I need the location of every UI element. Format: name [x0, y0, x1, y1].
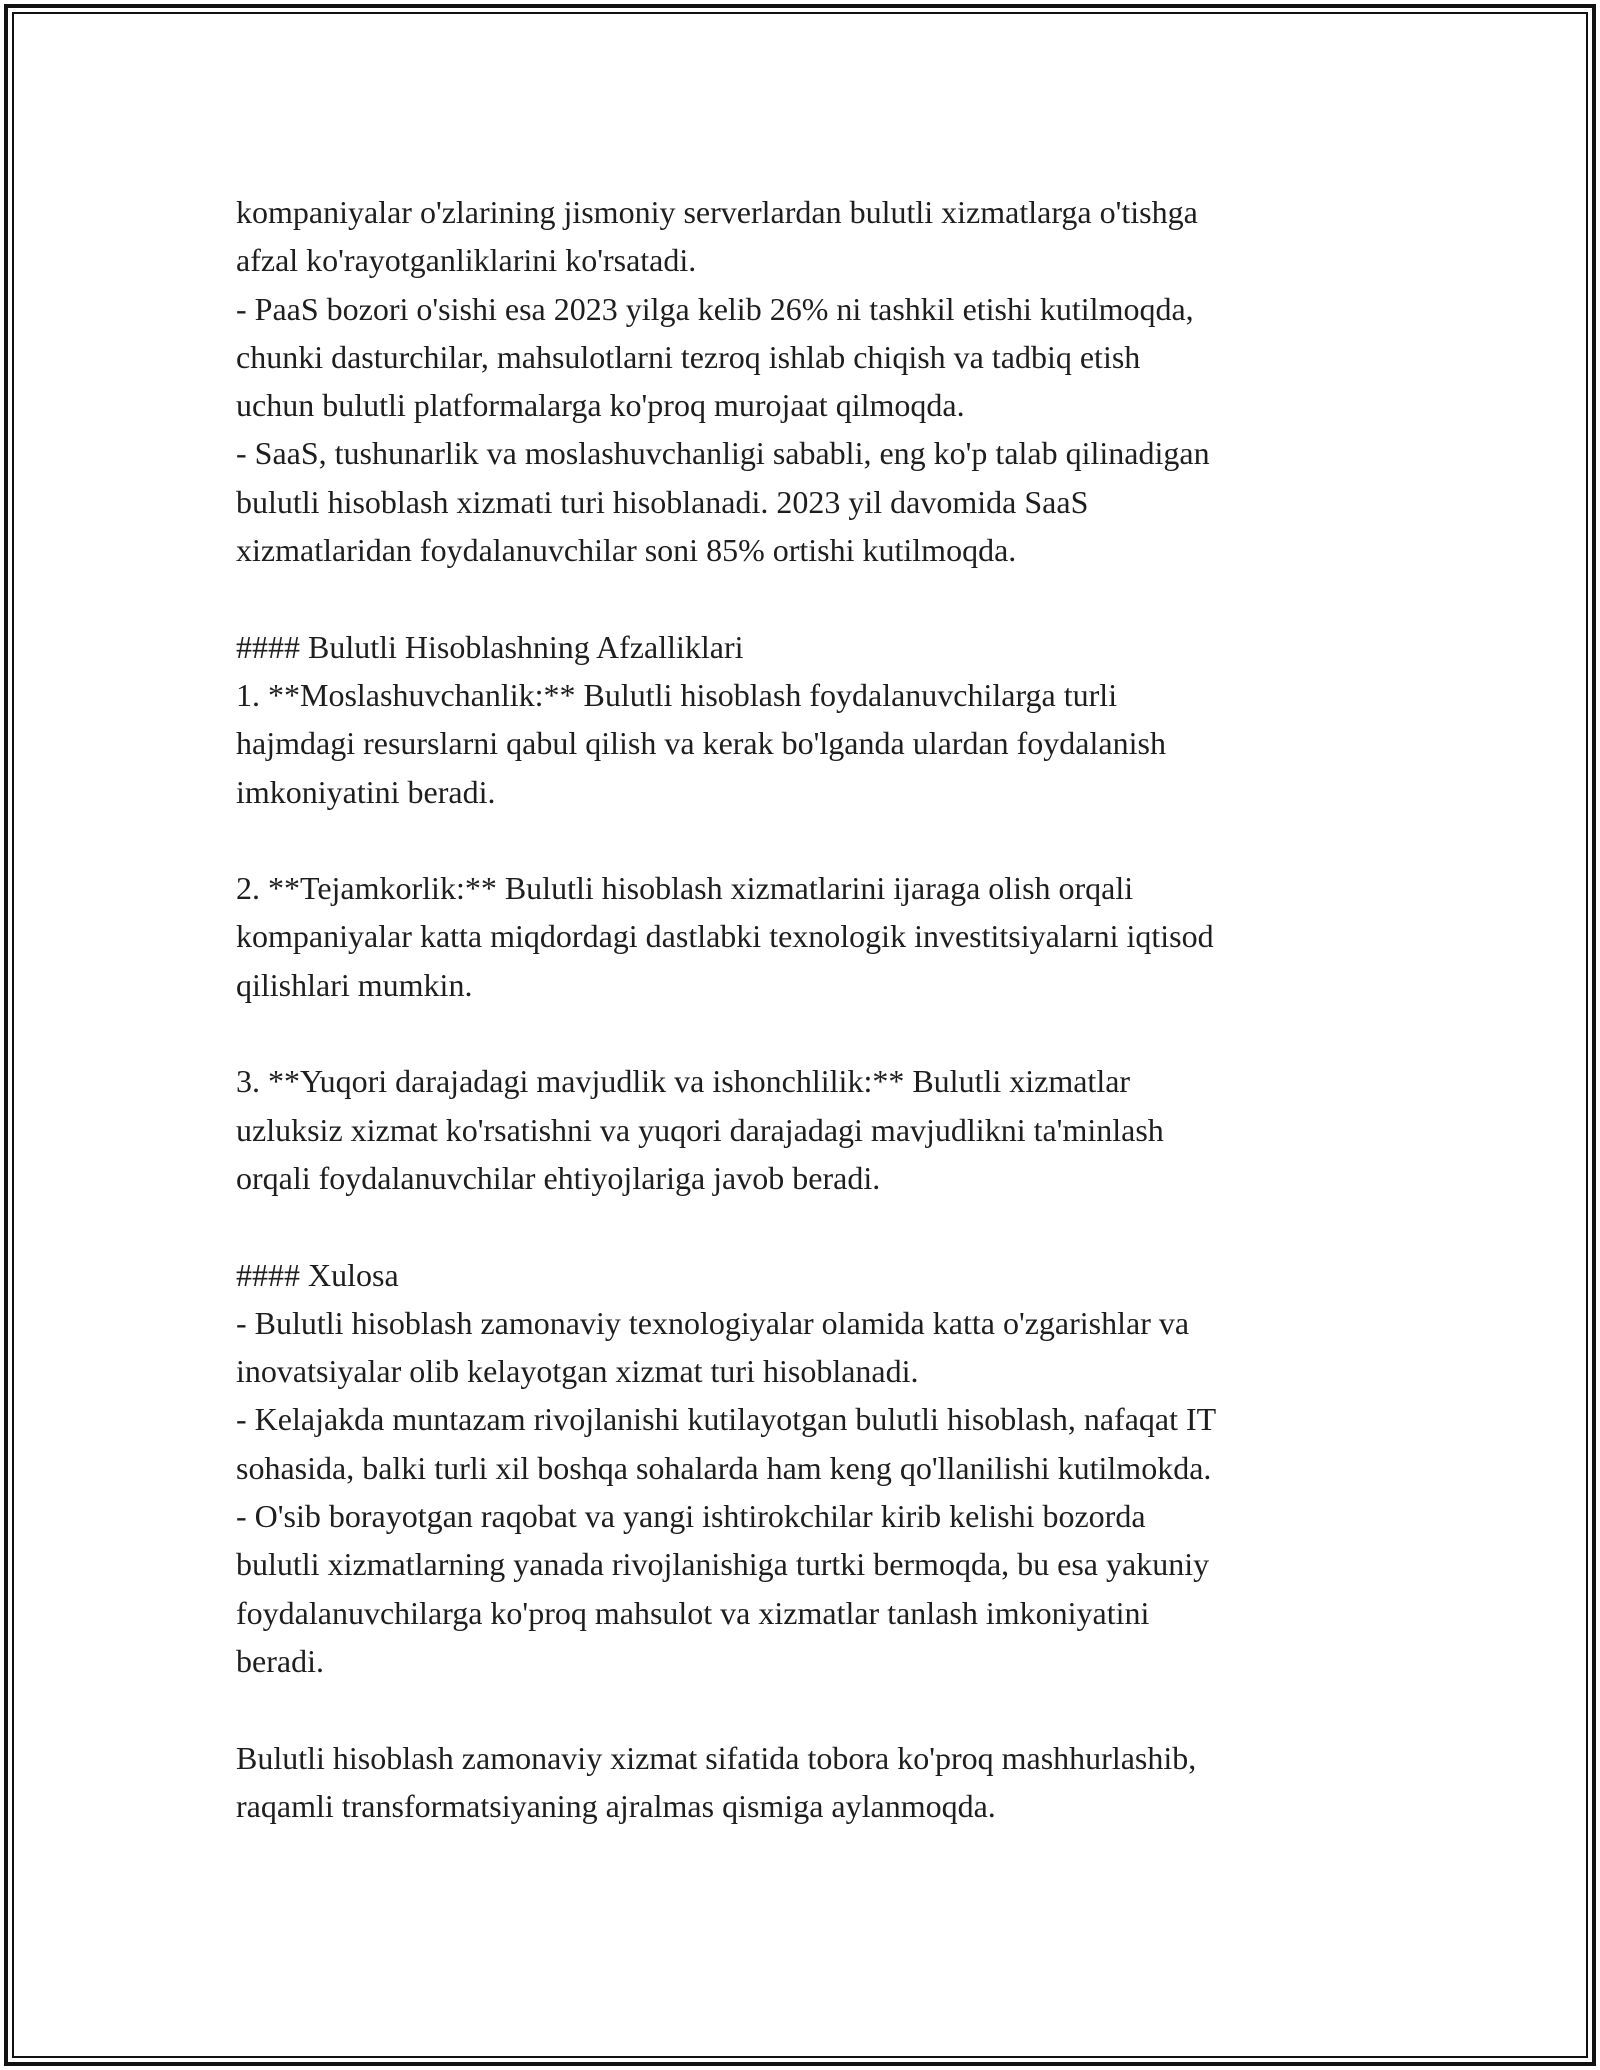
text-line: - Bulutli hisoblash zamonaviy texnologiyalar olamida katta o'zgarishlar va — [236, 1304, 1190, 1341]
text-line: qilishlari mumkin. — [236, 966, 473, 1003]
paas-bullet — [236, 285, 1366, 430]
text-line: - O'sib borayotgan raqobat va yangi ishtirokchilar kirib kelishi bozorda — [236, 1498, 1146, 1535]
text-line: beradi. — [236, 1642, 324, 1679]
text-line: 3. **Yuqori darajadagi mavjudlik va ishonchlilik:** Bulutli xizmatlar — [236, 1063, 1131, 1100]
text-line: raqamli transformatsiyaning ajralmas qismiga aylanmoqda. — [236, 1787, 996, 1824]
text-line: inovatsiyalar olib kelayotgan xizmat turi hisoblanadi. — [236, 1353, 919, 1390]
intro-paragraph — [236, 188, 1366, 285]
spacer — [236, 1202, 1366, 1250]
text-line: foydalanuvchilarga ko'proq mahsulot va xizmatlar tanlash imkoniyatini — [236, 1594, 1150, 1631]
xulosa-bullet-1 — [236, 1299, 1366, 1396]
text-line: kompaniyalar o'zlarining jismoniy serverlardan bulutli xizmatlarga o'tishga — [236, 194, 1198, 230]
text-line: 2. **Tejamkorlik:** Bulutli hisoblash xizmatlarini ijaraga olish orqali — [236, 870, 1134, 907]
section-heading-afzalliklar: #### Bulutli Hisoblashning Afzalliklari — [236, 628, 744, 665]
saas-bullet — [236, 429, 1366, 574]
text-line: sohasida, balki turli xil boshqa sohalarda ham keng qo'llanilishi kutilmokda. — [236, 1449, 1212, 1486]
text-line: Bulutli hisoblash zamonaviy xizmat sifatida tobora ko'proq mashhurlashib, — [236, 1739, 1197, 1776]
document-body — [236, 188, 1366, 1830]
xulosa-bullet-3 — [236, 1492, 1366, 1685]
text-line: - SaaS, tushunarlik va moslashuvchanligi sababli, eng ko'p talab qilinadigan — [236, 435, 1210, 472]
list-item-1 — [236, 671, 1366, 816]
list-item-3 — [236, 1057, 1366, 1202]
text-line: imkoniyatini beradi. — [236, 773, 496, 810]
text-line: orqali foydalanuvchilar ehtiyojlariga javob beradi. — [236, 1159, 881, 1196]
text-line: uchun bulutli platformalarga ko'proq murojaat qilmoqda. — [236, 387, 965, 424]
text-line: bulutli hisoblash xizmati turi hisoblanadi. 2023 yil davomida SaaS — [236, 483, 1089, 520]
text-line: kompaniyalar katta miqdordagi dastlabki texnologik investitsiyalarni iqtisod — [236, 918, 1214, 955]
text-line: chunki dasturchilar, mahsulotlarni tezroq ishlab chiqish va tadbiq etish — [236, 338, 1141, 375]
text-line: hajmdagi resurslarni qabul qilish va kerak bo'lganda ulardan foydalanish — [236, 725, 1166, 762]
text-line: afzal ko'rayotganliklarini ko'rsatadi. — [236, 242, 697, 279]
section-heading-xulosa: #### Xulosa — [236, 1256, 399, 1293]
closing-paragraph — [236, 1734, 1366, 1831]
text-line: bulutli xizmatlarning yanada rivojlanishiga turtki bermoqda, bu esa yakuniy — [236, 1546, 1210, 1583]
spacer — [236, 1685, 1366, 1733]
spacer — [236, 574, 1366, 622]
text-line: - Kelajakda muntazam rivojlanishi kutilayotgan bulutli hisoblash, nafaqat IT — [236, 1401, 1217, 1438]
text-line: 1. **Moslashuvchanlik:** Bulutli hisoblash foydalanuvchilarga turli — [236, 676, 1118, 713]
spacer — [236, 1009, 1366, 1057]
spacer — [236, 816, 1366, 864]
text-line: - PaaS bozori o'sishi esa 2023 yilga kelib 26% ni tashkil etishi kutilmoqda, — [236, 290, 1194, 327]
xulosa-bullet-2 — [236, 1395, 1366, 1492]
text-line: uzluksiz xizmat ko'rsatishni va yuqori darajadagi mavjudlikni ta'minlash — [236, 1111, 1164, 1148]
list-item-2 — [236, 864, 1366, 1009]
text-line: xizmatlaridan foydalanuvchilar soni 85% ortishi kutilmoqda. — [236, 532, 1017, 569]
